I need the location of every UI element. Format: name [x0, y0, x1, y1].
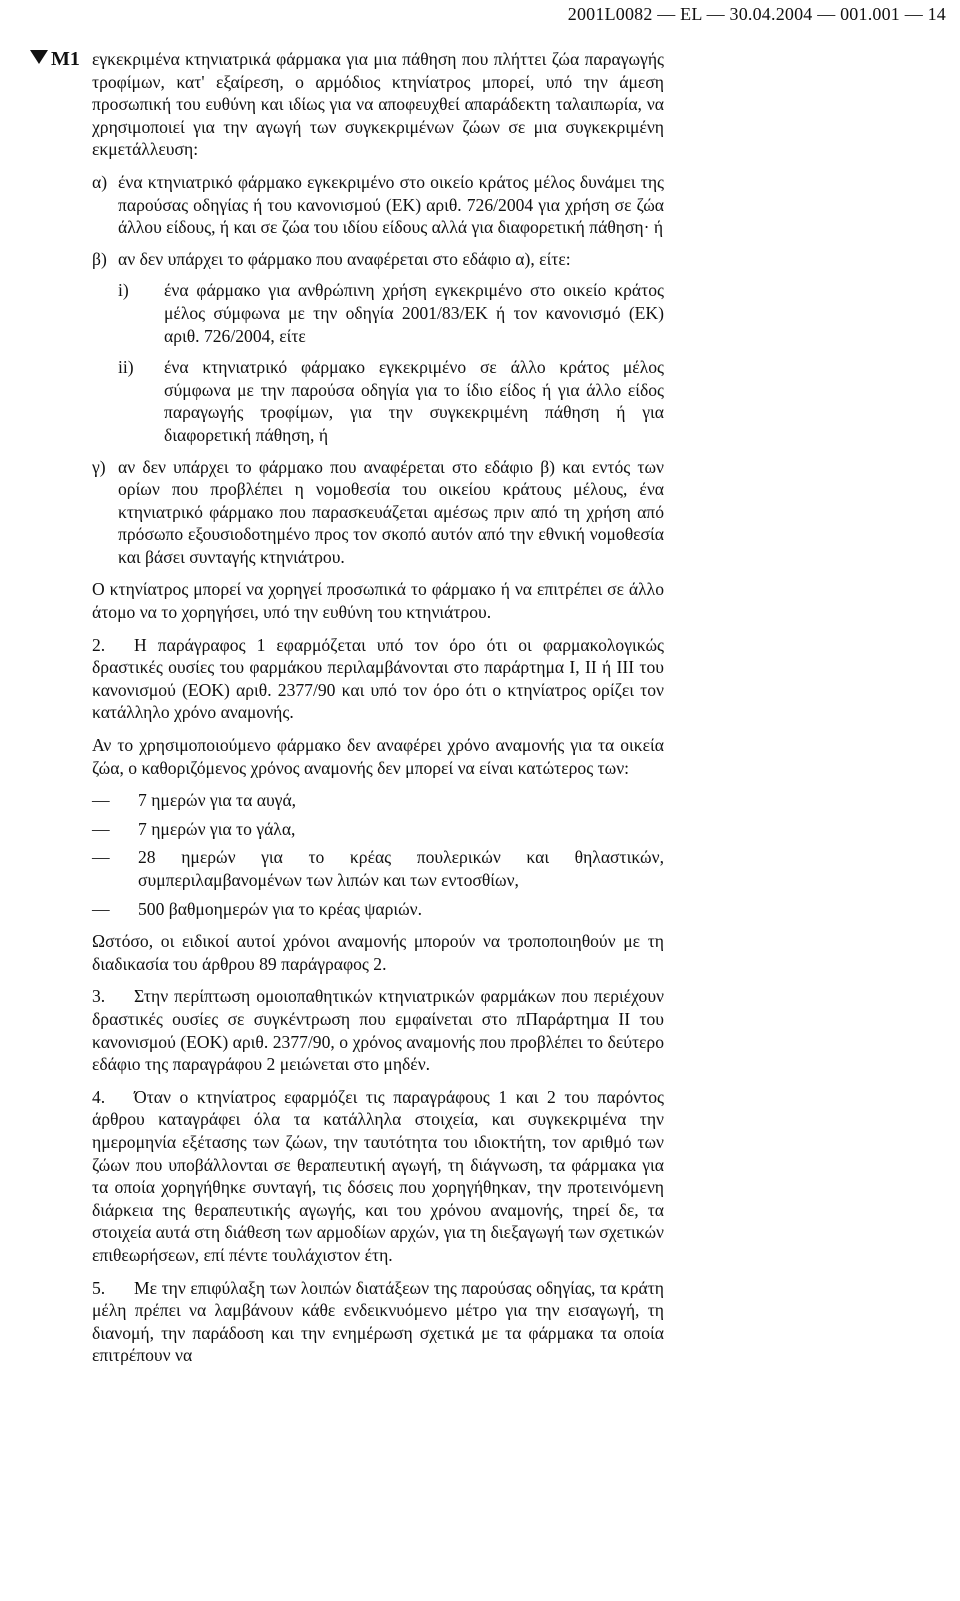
- dash-mark: —: [92, 818, 110, 839]
- list-item-a-label: α): [92, 171, 108, 192]
- list-item-c-label: γ): [92, 456, 106, 477]
- triangle-down-icon: [30, 50, 48, 64]
- document-reference-header: 2001L0082 — EL — 30.04.2004 — 001.001 — 14: [567, 4, 946, 24]
- list-item-text: 7 ημερών για τα αυγά,: [138, 790, 297, 811]
- list-item-b: [92, 248, 664, 271]
- paragraph-5-text: Με την επιφύλαξη των λοιπών διατάξεων της παρούσας οδηγίας, τα κράτη μέλη πρέπει να λαμβάνουν κάθε ενδεικνυόμενο μέτρο για την εισαγωγή, τη διανομή, την παράδοση και την ενημέρωση σχετικά με τα φάρμακα τα οποία επιτρέπουν να: [92, 1277, 664, 1366]
- list-item-c-text: αν δεν υπάρχει το φάρμακο που αναφέρεται στο εδάφιο β) και εντός των ορίων που προβλέπει η νομοθεσία του οικείου κράτους μέλους, ένα κτηνιατρικό φάρμακο που παρασκευάζεται αμέσως πριν από τη χρήση από πρόσωπο εξουσιοδοτημένο προς τον σκοπό αυτόν από την εθνική νομοθεσία και βάσει συνταγής κτηνιάτρου.: [118, 456, 664, 567]
- paragraph-4-number: 4.: [92, 1086, 106, 1107]
- modification-paragraph: Ωστόσο, οι ειδικοί αυτοί χρόνοι αναμονής μπορούν να τροποποιηθούν με τη διαδικασία του άρθρου 89 παράγραφος 2.: [92, 931, 664, 974]
- list-item-b-i: [118, 279, 664, 347]
- derogation-list: [92, 171, 664, 569]
- withdrawal-intro-paragraph: Αν το χρησιμοποιούμενο φάρμακο δεν αναφέρει χρόνο αναμονής για τα οικεία ζώα, ο καθοριζόμενος χρόνος αναμονής δεν μπορεί να είναι κατώτερος των:: [92, 735, 664, 778]
- paragraph-5: [92, 1277, 664, 1367]
- list-item: [92, 898, 664, 921]
- intro-paragraph: εγκεκριμένα κτηνιατρικά φάρμακα για μια πάθηση που πλήττει ζώα παραγωγής τροφίμων, κατ' εξαίρεση, ο αρμόδιος κτηνίατρος μπορεί, υπό την άμεση προσωπική του ευθύνη και ιδίως για να αποφευχθεί απαράδεκτη ταλαιπωρία, να χρησιμοποιεί για την αγωγή των συγκεκριμένων ζώων σε μια συγκεκριμένη εκμετάλλευση:: [92, 49, 664, 160]
- list-item-text: 500 βαθμοημερών για το κρέας ψαριών.: [138, 898, 423, 919]
- list-item-b-ii: [118, 356, 664, 446]
- paragraph-3: [92, 985, 664, 1075]
- paragraph-2: [92, 634, 664, 724]
- dash-mark: —: [92, 898, 110, 919]
- list-item-b-text: αν δεν υπάρχει το φάρμακο που αναφέρεται στο εδάφιο α), είτε:: [118, 248, 571, 269]
- document-body: [92, 48, 664, 1377]
- list-item: [92, 789, 664, 812]
- list-item-b-sublist: [118, 279, 664, 446]
- paragraph-5-number: 5.: [92, 1277, 106, 1298]
- list-item-text: 7 ημερών για το γάλα,: [138, 818, 296, 839]
- paragraph-3-text: Στην περίπτωση ομοιοπαθητικών κτηνιατρικών φαρμάκων που περιέχουν δραστικές ουσίες σε συγκέντρωση που εμφαίνεται στο πΠαράρτημα ΙΙ του κανονισμού (ΕΟΚ) αριθ. 2377/90, ο χρόνος αναμονής που προβλέπει το δεύτερο εδάφιο της παραγράφου 2 μειώνεται στο μηδέν.: [92, 986, 664, 1075]
- amendment-marker: [30, 48, 80, 71]
- paragraph-4: [92, 1086, 664, 1267]
- list-item: [92, 818, 664, 841]
- withdrawal-period-list: [92, 789, 664, 920]
- dash-mark: —: [92, 847, 110, 868]
- list-item-a: [92, 171, 664, 239]
- list-item-b-label: β): [92, 248, 107, 269]
- amendment-marker-label: M1: [51, 48, 80, 70]
- dash-mark: —: [92, 790, 110, 811]
- list-item-c: [92, 456, 664, 569]
- list-item: [92, 846, 664, 891]
- paragraph-3-number: 3.: [92, 986, 106, 1007]
- list-item-a-text: ένα κτηνιατρικό φάρμακο εγκεκριμένο στο οικείο κράτος μέλος δυνάμει της παρούσας οδηγίας ή του κανονισμού (ΕΚ) αριθ. 726/2004 για χρήση σε ζώα άλλου είδους, ή και σε ζώα του ιδίου είδους αλλά για διαφορετική πάθηση· ή: [118, 171, 664, 238]
- paragraph-2-text: Η παράγραφος 1 εφαρμόζεται υπό τον όρο ότι οι φαρμακολογικώς δραστικές ουσίες του φαρμάκου περιλαμβάνονται στο παράρτημα I, II ή III του κανονισμού (ΕΟΚ) αριθ. 2377/90 και υπό τον όρο ότι ο κτηνίατρος ορίζει τον κατάλληλο χρόνο αναμονής.: [92, 634, 664, 723]
- paragraph-2-number: 2.: [92, 634, 106, 655]
- paragraph-4-text: Όταν ο κτηνίατρος εφαρμόζει τις παραγράφους 1 και 2 του παρόντος άρθρου καταγράφει όλα τα κατάλληλα στοιχεία, και συγκεκριμένα την ημερομηνία εξέτασης των ζώων, την ταυτότητα του ιδιοκτήτη, τον αριθμό των ζώων που υποβάλλονται σε θεραπευτική αγωγή, τη διάγνωση, τα φάρμακα για τα οποία χορηγήθηκε συνταγή, τις δόσεις που χορηγήθηκαν, την προτεινόμενη διάρκεια της θεραπευτικής αγωγής, και του χρόνου αναμονής, τηρεί δε, τα στοιχεία αυτά στη διάθεση των αρμοδίων αρχών, για τη διεξαγωγή των σχετικών επιθεωρήσεων, επί πέντε τουλάχιστον έτη.: [92, 1086, 664, 1265]
- vet-administration-paragraph: Ο κτηνίατρος μπορεί να χορηγεί προσωπικά το φάρμακο ή να επιτρέπει σε άλλο άτομο να το χορηγήσει, υπό την ευθύνη του κτηνιάτρου.: [92, 579, 664, 623]
- list-item-b-i-text: ένα φάρμακο για ανθρώπινη χρήση εγκεκριμένο στο οικείο κράτος μέλος σύμφωνα με την οδηγία 2001/83/ΕΚ ή τον κανονισμό (ΕΚ) αριθ. 726/2004, είτε: [164, 280, 664, 346]
- list-item-text: 28 ημερών για το κρέας πουλερικών και θηλαστικών, συμπεριλαμβανομένων των λιπών και των εντοσθίων,: [138, 847, 664, 890]
- list-item-b-ii-label: ii): [118, 357, 134, 378]
- list-item-b-ii-text: ένα κτηνιατρικό φάρμακο εγκεκριμένο σε άλλο κράτος μέλος σύμφωνα με την παρούσα οδηγία για το ίδιο είδος ή για άλλο είδος παραγωγής τροφίμων, για την συγκεκριμένη πάθηση ή για διαφορετική πάθηση, ή: [164, 357, 664, 445]
- list-item-b-i-label: i): [118, 280, 129, 301]
